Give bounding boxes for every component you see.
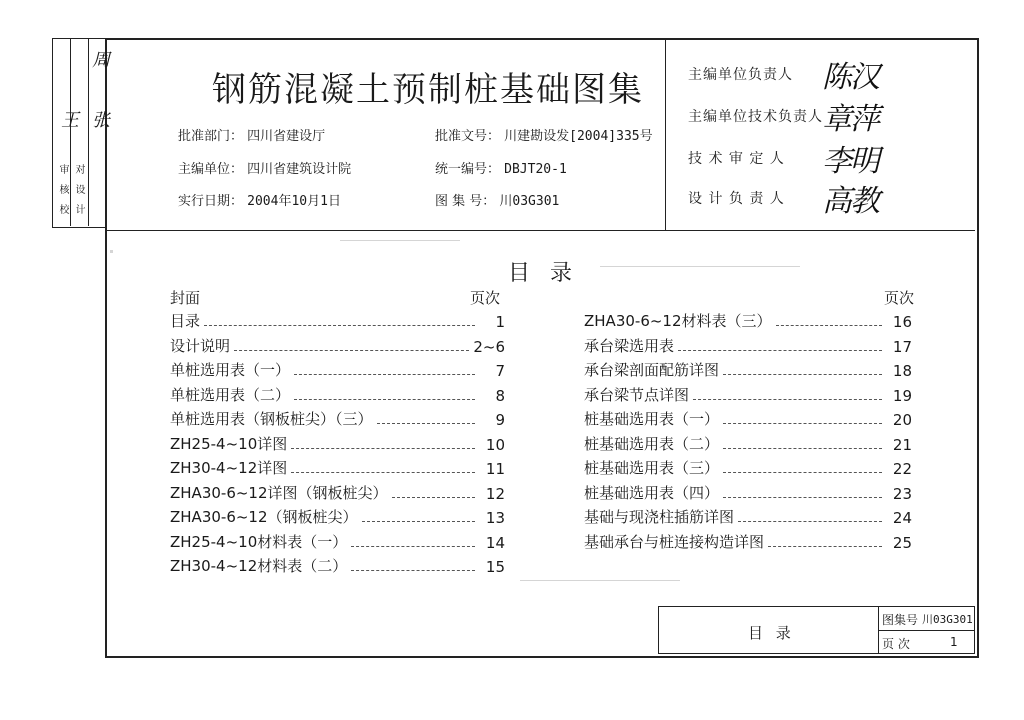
toc-entry-name: 承台梁选用表: [584, 336, 675, 355]
toc-leader-line: [362, 521, 475, 522]
atlas-no-label: 图 集 号：: [435, 194, 496, 209]
toc-entry-name: ZHA30-6~12（钢板桩尖）: [170, 508, 358, 526]
side-label: 对: [73, 164, 84, 174]
toc-entry-name: 基础承台与桩连接构造详图: [584, 532, 765, 551]
toc-entry: [170, 334, 505, 356]
toc-entry-page: 20: [892, 411, 912, 429]
toc-leader-line: [678, 350, 882, 351]
toc-leader-line: [723, 497, 882, 498]
toc-entry-page: 22: [892, 460, 912, 478]
toc-entry: [170, 456, 505, 478]
toc-entry-name: 设计说明: [170, 336, 231, 355]
side-strip-divider: [70, 38, 71, 226]
toc-entry-name: ZH25-4~10材料表（一）: [170, 532, 348, 551]
toc-entry: [584, 358, 912, 380]
signature-label: 设 计 负 责 人: [688, 191, 785, 207]
toc-entry: [170, 383, 505, 405]
toc-leader-line: [291, 472, 475, 473]
toc-entry-page: 15: [485, 558, 505, 576]
toc-entry-name: ZH30-4~12材料表（二）: [170, 557, 348, 575]
scan-noise: [340, 240, 460, 241]
title-block-sheet-name: 目 录: [748, 624, 795, 642]
toc-entry: [584, 481, 912, 503]
toc-entry: [170, 309, 505, 331]
signature-label: 主编单位技术负责人: [688, 109, 823, 125]
toc-entry: [584, 407, 912, 429]
toc-entry-page: 16: [892, 313, 912, 331]
title-block-page-label: 页 次: [882, 637, 910, 651]
toc-entry: [584, 334, 912, 356]
toc-entry: [584, 456, 912, 478]
toc-entry: [584, 309, 912, 331]
toc-entry: [584, 432, 912, 454]
approval-dept: [178, 125, 325, 144]
toc-entry: [170, 505, 505, 527]
toc-leader-line: [392, 497, 475, 498]
toc-leader-line: [723, 374, 882, 375]
toc-leader-line: [351, 570, 475, 571]
toc-entry-name: 桩基础选用表（一）: [584, 410, 720, 428]
scan-noise: [520, 580, 680, 581]
approval-doc-label: 批准文号：: [435, 129, 501, 144]
toc-leader-line: [738, 521, 882, 522]
toc-entry-page: 9: [495, 411, 505, 429]
toc-entry-page: 21: [892, 435, 912, 454]
toc-entry-name: 目录: [170, 312, 201, 330]
toc-entry-page: 18: [892, 362, 912, 380]
toc-entry-name: 承台梁节点详图: [584, 385, 690, 404]
toc-leader-line: [723, 423, 882, 424]
toc-entry: [170, 407, 505, 429]
toc-entry-name: 桩基础选用表（四）: [584, 483, 720, 502]
document-title: 钢筋混凝土预制桩基础图集: [212, 70, 644, 110]
toc-entry-name: ZHA30-6~12材料表（三）: [584, 312, 772, 330]
toc-left-header-name: 封面: [170, 289, 201, 307]
signature-label: 主编单位负责人: [688, 67, 793, 83]
approval-doc-value: 川建勘设发[2004]335号: [504, 129, 653, 144]
unified-no-value: DBJT20-1: [504, 162, 567, 177]
toc-leader-line: [234, 350, 469, 351]
toc-entry-page: 1: [495, 313, 505, 331]
title-block-divider: [878, 630, 974, 631]
toc-entry: [584, 383, 912, 405]
effective-date-label: 实行日期：: [178, 194, 244, 209]
effective-date: [178, 190, 341, 209]
toc-entry-name: 单桩选用表（二）: [170, 385, 291, 404]
signature-handwritten: 高教: [822, 184, 878, 219]
toc-entry-name: 单桩选用表（一）: [170, 361, 291, 379]
toc-leader-line: [291, 448, 475, 449]
atlas-no-value: 川03G301: [499, 194, 560, 209]
toc-leader-line: [294, 399, 475, 400]
toc-entry-name: ZH25-4~10详图: [170, 434, 288, 453]
toc-leader-line: [351, 546, 475, 547]
toc-entry-page: 10: [485, 435, 505, 454]
unified-no-label: 统一编号：: [435, 162, 501, 177]
approval-dept-label: 批准部门：: [178, 129, 244, 144]
toc-entry-page: 8: [495, 386, 505, 405]
toc-entry-page: 2~6: [473, 337, 505, 356]
approval-dept-value: 四川省建设厅: [247, 129, 326, 144]
toc-entry-page: 13: [485, 509, 505, 527]
toc-entry-name: 单桩选用表（钢板桩尖）（三）: [170, 410, 373, 428]
scan-noise: [600, 266, 800, 267]
toc-entry-page: 11: [485, 460, 505, 478]
side-label: 设: [73, 184, 84, 194]
side-signature: 张: [89, 110, 110, 128]
signature-handwritten: 章萍: [822, 102, 878, 137]
toc-entry-page: 23: [892, 484, 912, 503]
editor-label: 主编单位：: [178, 162, 244, 177]
side-signature: 王: [58, 110, 79, 128]
toc-entry-name: 桩基础选用表（二）: [584, 434, 720, 453]
toc-entry-page: 12: [485, 484, 505, 503]
toc-entry-page: 7: [495, 362, 505, 380]
toc-leader-line: [776, 325, 882, 326]
title-block-page-no: 1: [950, 635, 958, 649]
toc-leader-line: [204, 325, 475, 326]
toc-entry-page: 24: [892, 509, 912, 527]
side-label: 校: [57, 204, 68, 214]
toc-entry-page: 19: [892, 386, 912, 405]
toc-left-header-page: 页次: [470, 289, 501, 307]
toc-entry-name: ZHA30-6~12详图（钢板桩尖）: [170, 483, 388, 502]
title-block-atlas-no: 川03G301: [922, 613, 973, 626]
atlas-no: [435, 190, 559, 209]
toc-entry-page: 14: [485, 533, 505, 552]
toc-entry: [170, 481, 505, 503]
toc-leader-line: [294, 374, 475, 375]
toc-right-header-page: 页次: [884, 289, 915, 307]
side-label: 计: [73, 204, 84, 214]
toc-entry-name: 基础与现浇柱插筋详图: [584, 508, 735, 526]
title-block-atlas-label: 图集号: [882, 613, 919, 627]
toc-entry-name: 承台梁剖面配筋详图: [584, 361, 720, 379]
toc-entry: [584, 505, 912, 527]
side-label: 审: [57, 164, 68, 174]
editor: [178, 158, 351, 177]
signature-handwritten: 陈汉: [822, 60, 878, 95]
toc-entry-page: 17: [892, 337, 912, 356]
side-signature: 周: [89, 50, 110, 68]
toc-entry: [170, 554, 505, 576]
toc-leader-line: [377, 423, 475, 424]
toc-heading: 目录: [508, 261, 593, 286]
scan-noise: [110, 250, 113, 253]
toc-leader-line: [723, 472, 882, 473]
toc-leader-line: [723, 448, 882, 449]
approval-doc: [435, 125, 653, 144]
toc-entry: [584, 530, 912, 552]
toc-leader-line: [768, 546, 882, 547]
toc-entry: [170, 358, 505, 380]
editor-value: 四川省建筑设计院: [247, 162, 352, 177]
side-label: 核: [57, 184, 68, 194]
header-divider: [665, 38, 666, 230]
toc-entry-name: ZH30-4~12详图: [170, 459, 288, 477]
toc-entry: [170, 432, 505, 454]
toc-leader-line: [693, 399, 882, 400]
toc-entry: [170, 530, 505, 552]
signature-label: 技 术 审 定 人: [688, 151, 785, 167]
header-bottom-rule: [105, 230, 975, 231]
effective-date-value: 2004年10月1日: [247, 194, 341, 209]
signature-handwritten: 李明: [822, 144, 878, 179]
toc-entry-name: 桩基础选用表（三）: [584, 459, 720, 477]
toc-entry-page: 25: [892, 533, 912, 552]
unified-no: [435, 158, 567, 177]
